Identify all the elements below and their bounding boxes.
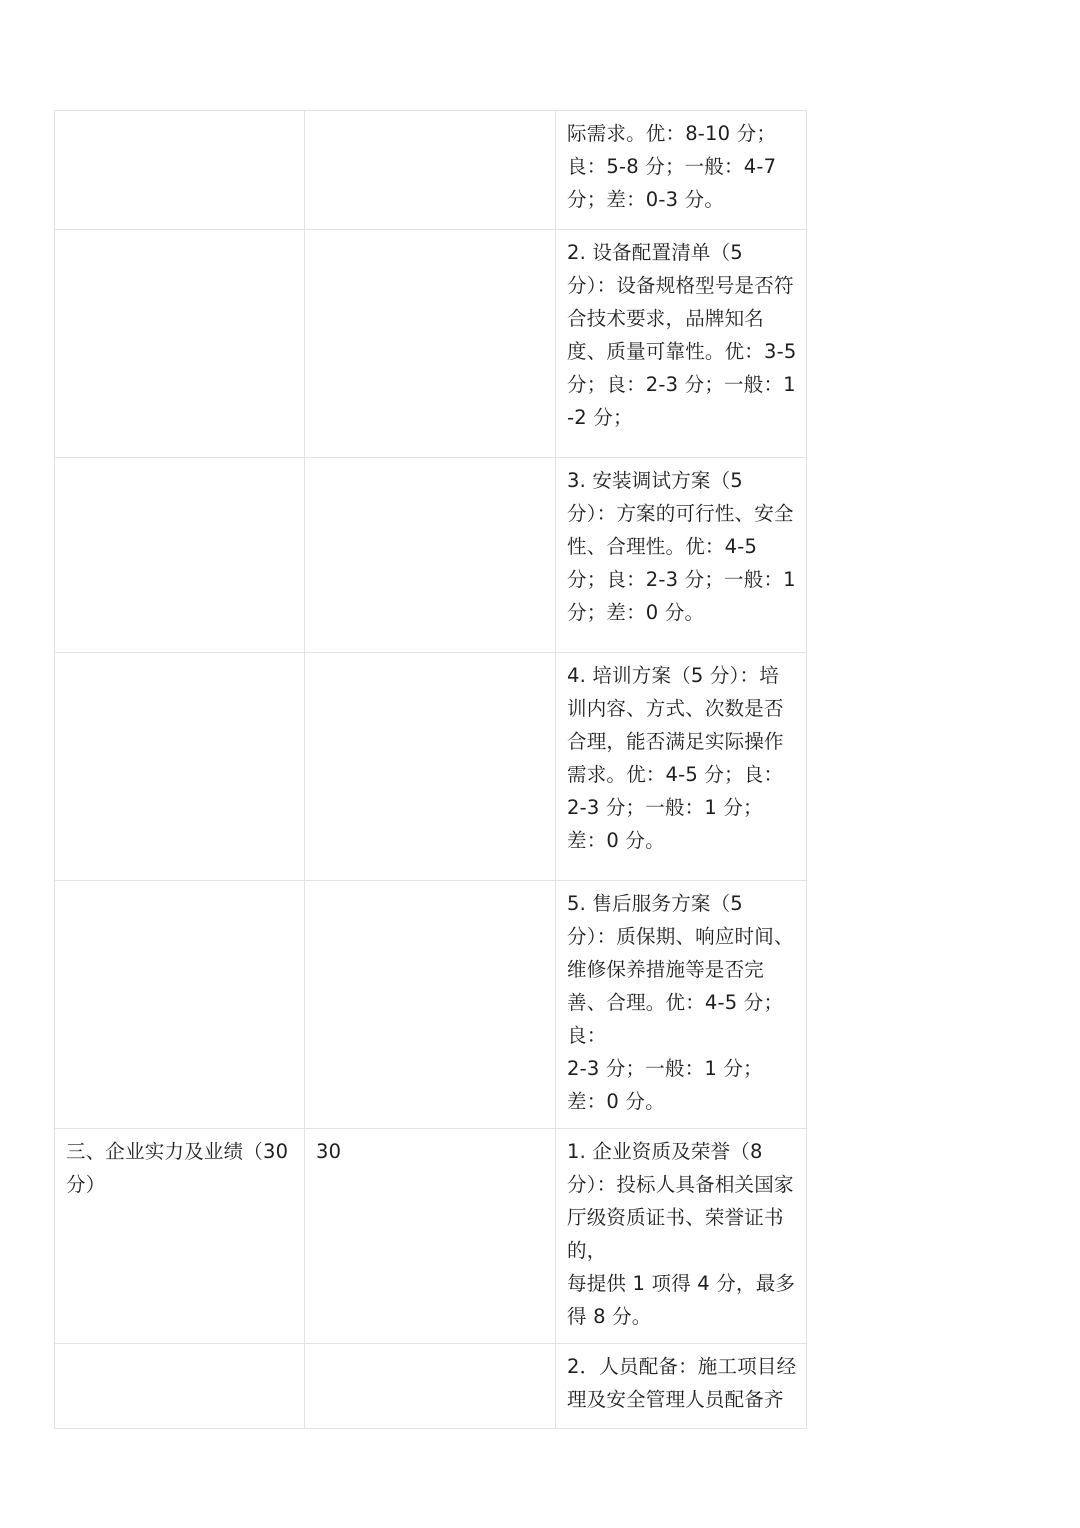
criteria-cell: 2. 设备配置清单（5 分）：设备规格型号是否符合技术要求，品牌知名度、质量可靠性。优：3-5 分；良：2-3 分；一般：1-2 分；	[556, 230, 807, 458]
table-row	[55, 111, 807, 230]
category-cell	[55, 230, 305, 458]
score-cell: 30	[305, 1129, 556, 1344]
criteria-cell: 际需求。优：8-10 分；良：5-8 分；一般：4-7 分；差：0-3 分。	[556, 111, 807, 230]
category-cell: 三、企业实力及业绩（30 分）	[55, 1129, 305, 1344]
table-row	[55, 1344, 807, 1429]
table-row	[55, 1129, 807, 1344]
category-cell	[55, 881, 305, 1129]
score-cell	[305, 881, 556, 1129]
category-cell	[55, 458, 305, 653]
table-row	[55, 881, 807, 1129]
score-cell	[305, 653, 556, 881]
criteria-cell: 2．人员配备：施工项目经理及安全管理人员配备齐	[556, 1344, 807, 1429]
criteria-cell: 3. 安装调试方案（5 分）：方案的可行性、安全性、合理性。优：4-5 分；良：2-3 分；一般：1 分；差：0 分。	[556, 458, 807, 653]
category-cell	[55, 1344, 305, 1429]
category-cell	[55, 653, 305, 881]
criteria-cell: 4. 培训方案（5 分）：培训内容、方式、次数是否合理，能否满足实际操作需求。优：4-5 分；良： 2-3 分；一般：1 分；差：0 分。	[556, 653, 807, 881]
score-cell	[305, 458, 556, 653]
category-cell	[55, 111, 305, 230]
score-cell	[305, 111, 556, 230]
table-row	[55, 653, 807, 881]
criteria-cell: 1. 企业资质及荣誉（8 分）：投标人具备相关国家厅级资质证书、荣誉证书的， 每提供 1 项得 4 分，最多得 8 分。	[556, 1129, 807, 1344]
score-cell	[305, 1344, 556, 1429]
scoring-table-page	[54, 110, 806, 1429]
scoring-criteria-table	[54, 110, 807, 1429]
score-cell	[305, 230, 556, 458]
criteria-cell: 5. 售后服务方案（5 分）：质保期、响应时间、维修保养措施等是否完善、合理。优：4-5 分；良： 2-3 分；一般：1 分；差：0 分。	[556, 881, 807, 1129]
table-row	[55, 458, 807, 653]
table-row	[55, 230, 807, 458]
